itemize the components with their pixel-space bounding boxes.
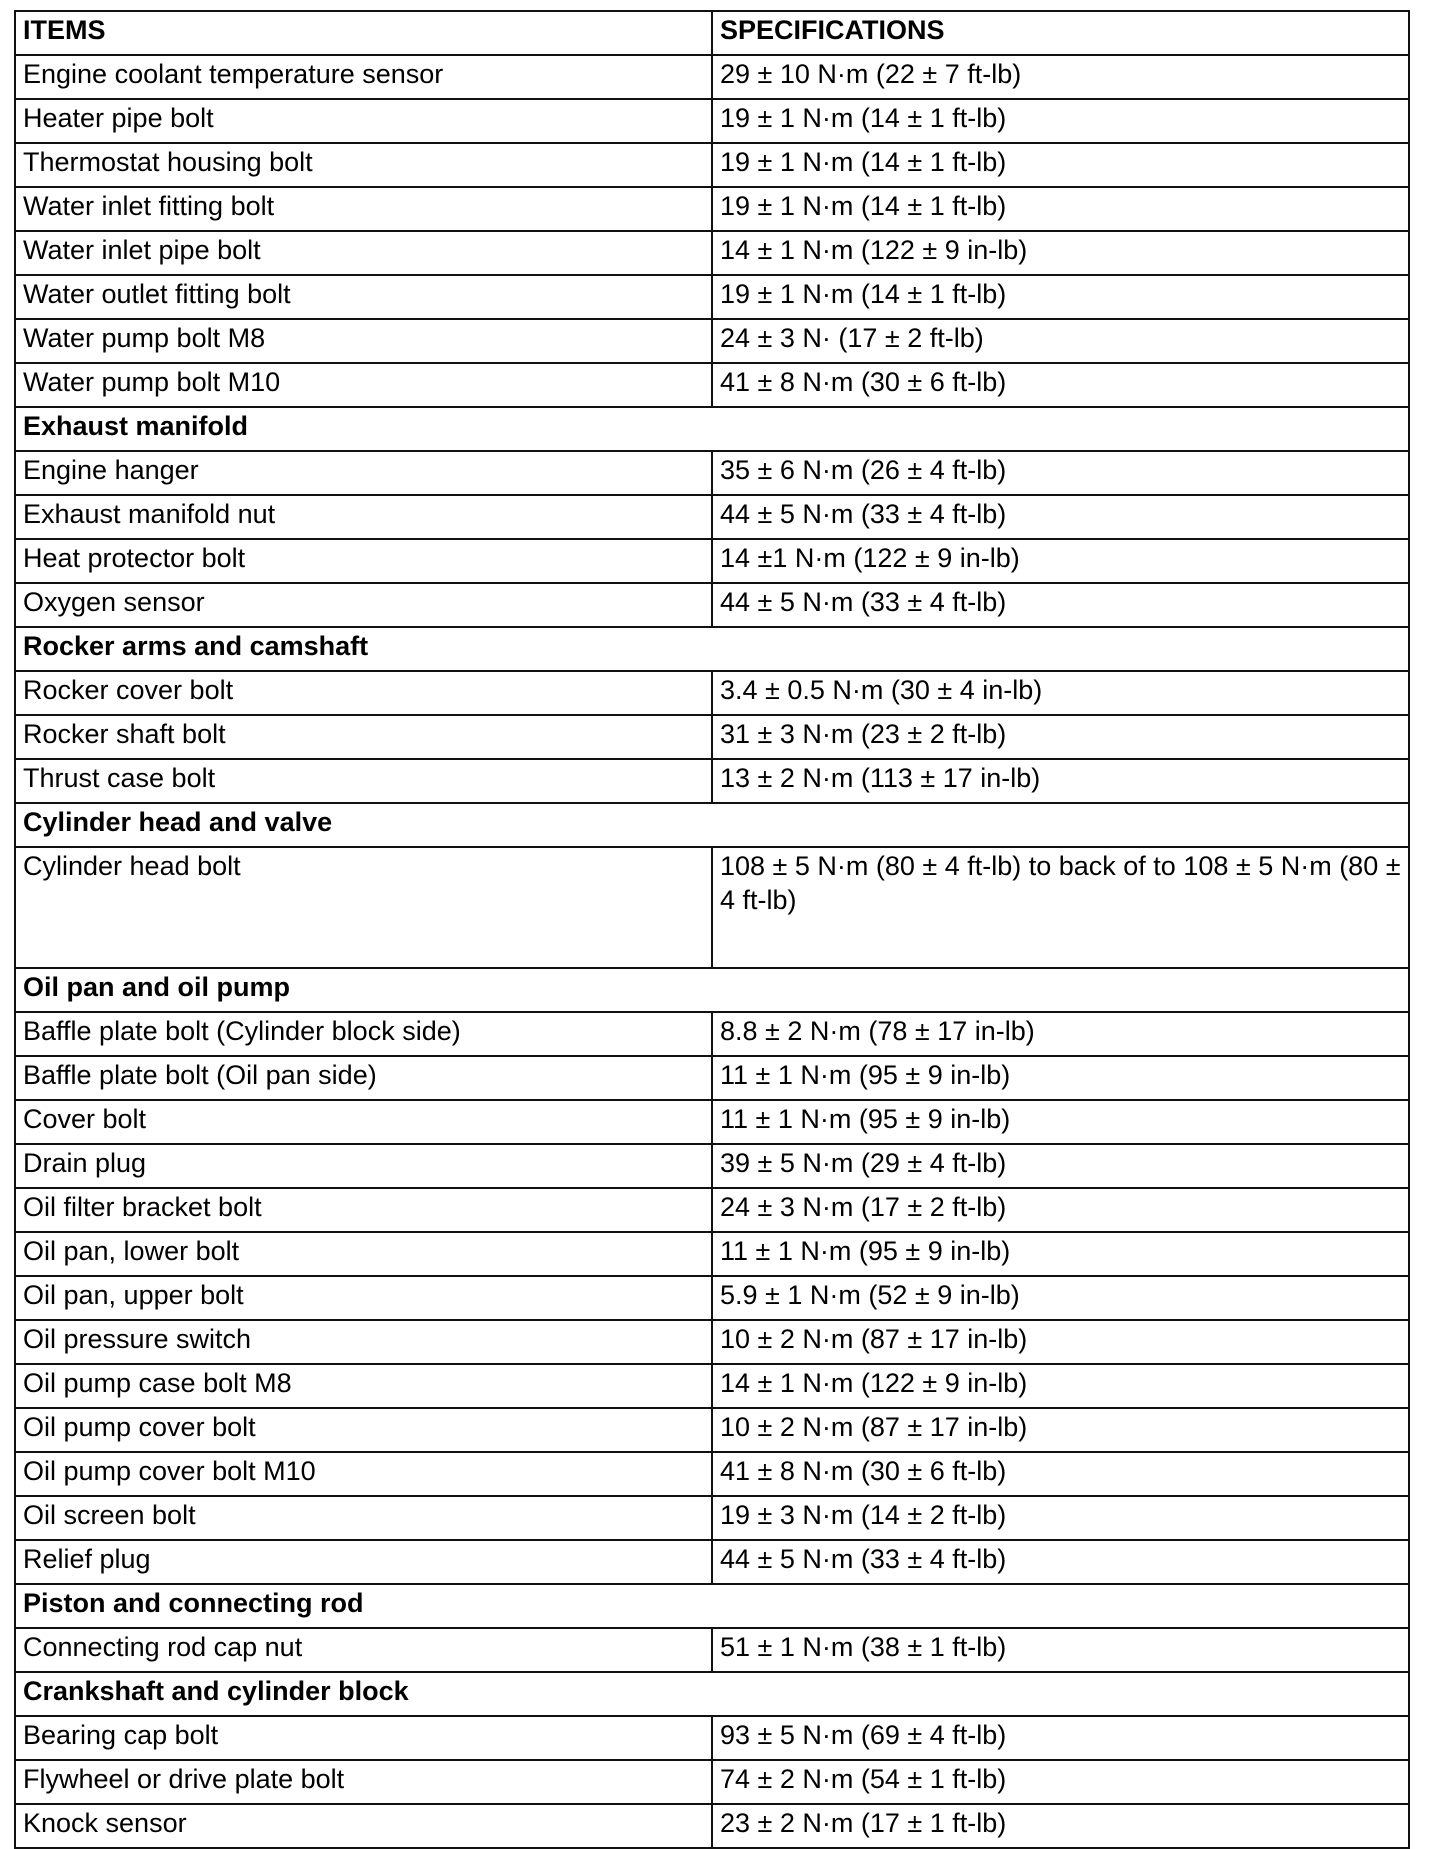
header-specifications: SPECIFICATIONS — [712, 11, 1409, 55]
item-cell: Bearing cap bolt — [15, 1716, 712, 1760]
spec-cell: 41 ± 8 N·m (30 ± 6 ft-lb) — [712, 1452, 1409, 1496]
section-row — [15, 627, 1409, 671]
spec-cell: 11 ± 1 N·m (95 ± 9 in-lb) — [712, 1100, 1409, 1144]
spec-cell: 74 ± 2 N·m (54 ± 1 ft-lb) — [712, 1760, 1409, 1804]
table-row — [15, 1056, 1409, 1100]
table-row — [15, 1760, 1409, 1804]
item-cell: Oil pressure switch — [15, 1320, 712, 1364]
item-cell: Oil pump cover bolt — [15, 1408, 712, 1452]
item-cell: Baffle plate bolt (Cylinder block side) — [15, 1012, 712, 1056]
table-row — [15, 671, 1409, 715]
item-cell: Knock sensor — [15, 1804, 712, 1848]
item-cell: Oil pan, lower bolt — [15, 1232, 712, 1276]
spec-cell: 44 ± 5 N·m (33 ± 4 ft-lb) — [712, 1540, 1409, 1584]
table-row — [15, 1144, 1409, 1188]
table-row — [15, 1012, 1409, 1056]
section-title: Crankshaft and cylinder block — [15, 1672, 1409, 1716]
item-cell: Water pump bolt M10 — [15, 363, 712, 407]
item-cell: Thermostat housing bolt — [15, 143, 712, 187]
table-row — [15, 143, 1409, 187]
item-cell: Cover bolt — [15, 1100, 712, 1144]
table-row — [15, 1320, 1409, 1364]
item-cell: Oil pump case bolt M8 — [15, 1364, 712, 1408]
table-body — [15, 11, 1409, 1848]
spec-cell: 14 ±1 N·m (122 ± 9 in-lb) — [712, 539, 1409, 583]
table-row — [15, 1628, 1409, 1672]
section-row — [15, 803, 1409, 847]
table-row — [15, 363, 1409, 407]
spec-cell: 31 ± 3 N·m (23 ± 2 ft-lb) — [712, 715, 1409, 759]
spec-cell: 19 ± 1 N·m (14 ± 1 ft-lb) — [712, 143, 1409, 187]
section-title: Cylinder head and valve — [15, 803, 1409, 847]
table-row — [15, 1716, 1409, 1760]
table-row — [15, 1100, 1409, 1144]
spec-cell: 23 ± 2 N·m (17 ± 1 ft-lb) — [712, 1804, 1409, 1848]
section-title: Rocker arms and camshaft — [15, 627, 1409, 671]
table-row — [15, 495, 1409, 539]
spec-cell: 14 ± 1 N·m (122 ± 9 in-lb) — [712, 1364, 1409, 1408]
item-cell: Drain plug — [15, 1144, 712, 1188]
spec-cell: 19 ± 1 N·m (14 ± 1 ft-lb) — [712, 275, 1409, 319]
spec-cell: 39 ± 5 N·m (29 ± 4 ft-lb) — [712, 1144, 1409, 1188]
item-cell: Relief plug — [15, 1540, 712, 1584]
spec-cell: 3.4 ± 0.5 N·m (30 ± 4 in-lb) — [712, 671, 1409, 715]
table-row — [15, 1408, 1409, 1452]
spec-cell: 44 ± 5 N·m (33 ± 4 ft-lb) — [712, 495, 1409, 539]
spec-cell: 19 ± 1 N·m (14 ± 1 ft-lb) — [712, 99, 1409, 143]
spec-cell: 19 ± 3 N·m (14 ± 2 ft-lb) — [712, 1496, 1409, 1540]
item-cell: Engine coolant temperature sensor — [15, 55, 712, 99]
item-cell: Water inlet fitting bolt — [15, 187, 712, 231]
spec-cell: 51 ± 1 N·m (38 ± 1 ft-lb) — [712, 1628, 1409, 1672]
item-cell: Oxygen sensor — [15, 583, 712, 627]
table-row — [15, 759, 1409, 803]
item-cell: Oil screen bolt — [15, 1496, 712, 1540]
torque-spec-table — [14, 10, 1410, 1849]
table-row — [15, 583, 1409, 627]
section-row — [15, 407, 1409, 451]
item-cell: Connecting rod cap nut — [15, 1628, 712, 1672]
table-row — [15, 451, 1409, 495]
table-row — [15, 231, 1409, 275]
spec-cell: 44 ± 5 N·m (33 ± 4 ft-lb) — [712, 583, 1409, 627]
spec-cell: 13 ± 2 N·m (113 ± 17 in-lb) — [712, 759, 1409, 803]
item-cell: Rocker cover bolt — [15, 671, 712, 715]
item-cell: Water inlet pipe bolt — [15, 231, 712, 275]
table-row — [15, 1540, 1409, 1584]
item-cell: Baffle plate bolt (Oil pan side) — [15, 1056, 712, 1100]
header-items: ITEMS — [15, 11, 712, 55]
table-row — [15, 99, 1409, 143]
spec-cell: 10 ± 2 N·m (87 ± 17 in-lb) — [712, 1320, 1409, 1364]
section-row — [15, 968, 1409, 1012]
table-row — [15, 1188, 1409, 1232]
item-cell: Rocker shaft bolt — [15, 715, 712, 759]
item-cell: Heat protector bolt — [15, 539, 712, 583]
item-cell: Water outlet fitting bolt — [15, 275, 712, 319]
table-row — [15, 319, 1409, 363]
spec-cell: 14 ± 1 N·m (122 ± 9 in-lb) — [712, 231, 1409, 275]
section-row — [15, 1672, 1409, 1716]
spec-cell: 11 ± 1 N·m (95 ± 9 in-lb) — [712, 1232, 1409, 1276]
item-cell: Heater pipe bolt — [15, 99, 712, 143]
table-row — [15, 1496, 1409, 1540]
item-cell: Oil pump cover bolt M10 — [15, 1452, 712, 1496]
spec-cell: 41 ± 8 N·m (30 ± 6 ft-lb) — [712, 363, 1409, 407]
spec-cell: 5.9 ± 1 N·m (52 ± 9 in-lb) — [712, 1276, 1409, 1320]
item-cell: Cylinder head bolt — [15, 847, 712, 968]
table-row — [15, 275, 1409, 319]
table-row — [15, 1804, 1409, 1848]
table-row — [15, 55, 1409, 99]
spec-cell: 24 ± 3 N· (17 ± 2 ft-lb) — [712, 319, 1409, 363]
spec-cell: 93 ± 5 N·m (69 ± 4 ft-lb) — [712, 1716, 1409, 1760]
table-row — [15, 539, 1409, 583]
table-row — [15, 1452, 1409, 1496]
spec-cell: 35 ± 6 N·m (26 ± 4 ft-lb) — [712, 451, 1409, 495]
item-cell: Oil filter bracket bolt — [15, 1188, 712, 1232]
item-cell: Water pump bolt M8 — [15, 319, 712, 363]
section-row — [15, 1584, 1409, 1628]
spec-cell: 19 ± 1 N·m (14 ± 1 ft-lb) — [712, 187, 1409, 231]
table-row — [15, 1276, 1409, 1320]
header-row — [15, 11, 1409, 55]
section-title: Piston and connecting rod — [15, 1584, 1409, 1628]
table-row — [15, 715, 1409, 759]
spec-cell: 10 ± 2 N·m (87 ± 17 in-lb) — [712, 1408, 1409, 1452]
table-row — [15, 1364, 1409, 1408]
item-cell: Engine hanger — [15, 451, 712, 495]
spec-cell: 11 ± 1 N·m (95 ± 9 in-lb) — [712, 1056, 1409, 1100]
table-row — [15, 1232, 1409, 1276]
item-cell: Flywheel or drive plate bolt — [15, 1760, 712, 1804]
item-cell: Exhaust manifold nut — [15, 495, 712, 539]
table-row — [15, 187, 1409, 231]
spec-cell: 29 ± 10 N·m (22 ± 7 ft-lb) — [712, 55, 1409, 99]
table-row — [15, 847, 1409, 968]
item-cell: Thrust case bolt — [15, 759, 712, 803]
spec-cell: 24 ± 3 N·m (17 ± 2 ft-lb) — [712, 1188, 1409, 1232]
spec-cell: 8.8 ± 2 N·m (78 ± 17 in-lb) — [712, 1012, 1409, 1056]
item-cell: Oil pan, upper bolt — [15, 1276, 712, 1320]
section-title: Exhaust manifold — [15, 407, 1409, 451]
section-title: Oil pan and oil pump — [15, 968, 1409, 1012]
spec-cell: 108 ± 5 N·m (80 ± 4 ft-lb) to back of to 108 ± 5 N·m (80 ± 4 ft-lb) — [712, 847, 1409, 968]
